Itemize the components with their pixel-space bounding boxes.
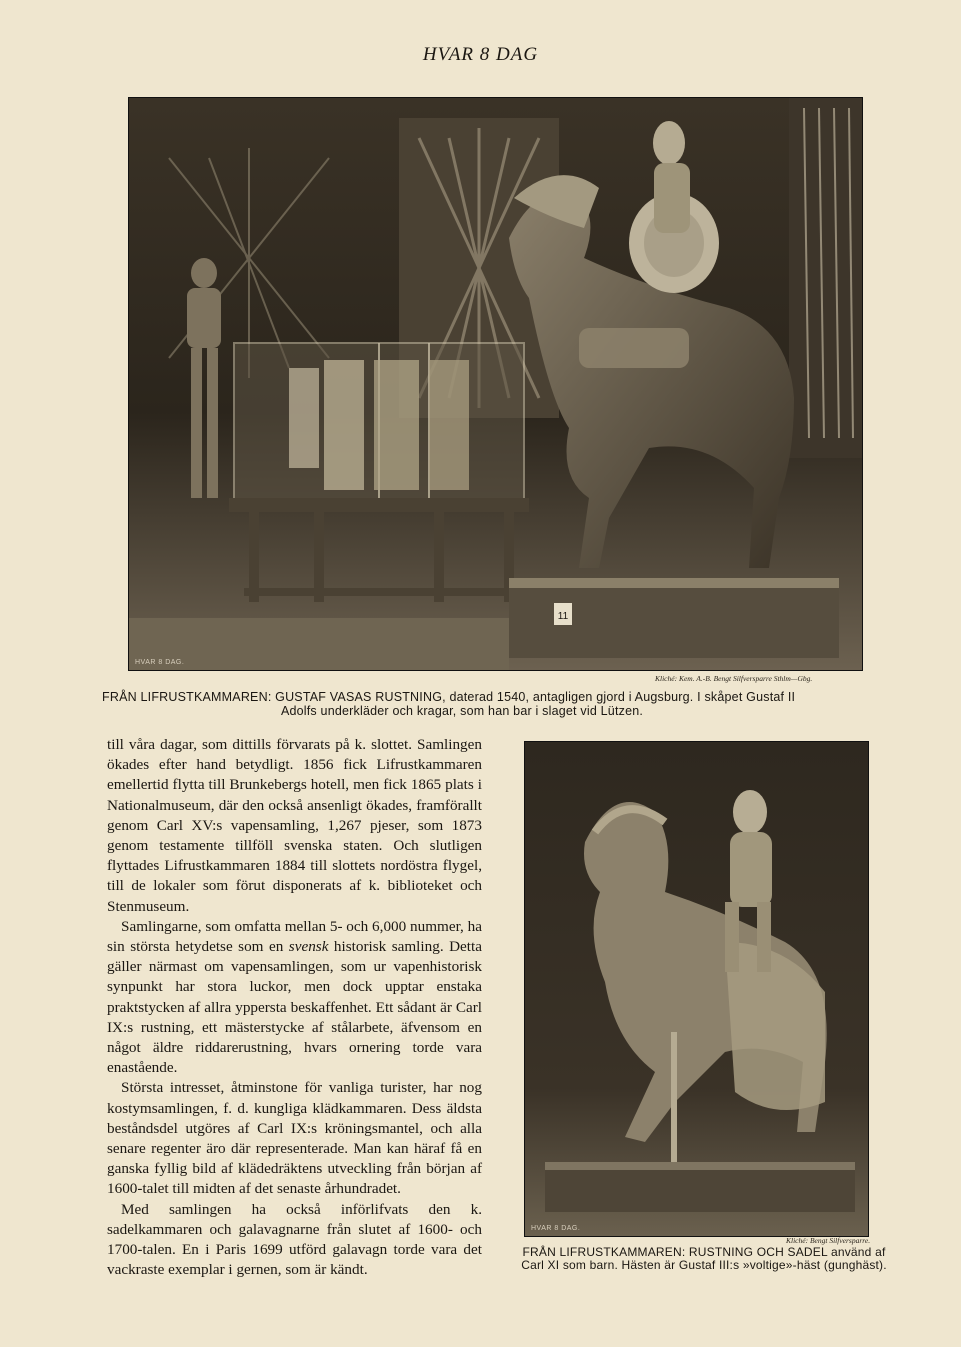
photo-bottom-caption: FRÅN LIFRUSTKAMMAREN: RUSTNING OCH SADEL använd af Carl XI som barn. Hästen är Gustaf III:s »voltige»-häst (gunghäst). bbox=[521, 1245, 887, 1272]
article-paragraph-4: Med samlingen ha också införlifvats den k. sadelkammaren och galavagnarne från slutet af 1600- och 1700-talen. En i Paris 1699 utförd galavagn torde vara det vackraste exemplar i gernen, som är kändt. bbox=[107, 1200, 482, 1279]
page-header: HVAR 8 DAG bbox=[422, 44, 539, 65]
photo-top-credit: Kliché: Kem. A.-B. Bengt Silfversparre Sthlm—Gbg. bbox=[655, 674, 813, 683]
article-paragraph-1: till våra dagar, som dittills förvarats på k. slottet. Samlingen ökades efter hand betydligt. 1856 fick Lifrustkammaren emellertid flytta till Brunkebergs hotell, men fick 1865 plats i Nationalmuseum, där den också ansenligt ökades, framförallt genom Carl XV:s vapensamling, 1,267 pjeser, som 1873 genom testamente tillföll svenska staten. Och slutligen flyttades Lifrustkammaren 1884 till slottets nordöstra flygel, till de lokaler som förut disponerats af k. biblioteket och Stenmuseum. bbox=[107, 736, 482, 915]
photo-gustaf-vasa-armour bbox=[128, 97, 863, 671]
photo-top-caption-line2: Adolfs underkläder och kragar, som han bar i slaget vid Lützen. bbox=[280, 704, 644, 718]
pedestal-number-tag: 11 bbox=[557, 611, 569, 622]
article-body bbox=[107, 735, 482, 1280]
rocking-horse-armour-illustration bbox=[525, 742, 868, 1236]
photo-carl-xi-armour bbox=[524, 741, 869, 1237]
photo-top-caption-line1: FRÅN LIFRUSTKAMMAREN: GUSTAF VASAS RUSTNING, daterad 1540, antagligen gjord i Augsburg. I skåpet Gustaf II bbox=[102, 690, 796, 704]
article-paragraph-2-part2: historisk samling. Detta gäller närmast om vapensamlingen, som ur vapenhistorisk synpunkt har stora luckor, men dock upptar enstaka praktstycken af allra yppersta beskaffenhet. Ett sådant är Carl IX:s rustning, ett mästerstycke af stålarbete, äfvensom en något äldre riddarerustning, hvars ornering torde vara enastående. bbox=[107, 938, 482, 1077]
photo-top-caption bbox=[102, 690, 892, 718]
article-paragraph-2-part1: Samlingarne, som omfatta mellan 5- och 6,000 nummer, ha sin största hetydetse som en bbox=[107, 917, 482, 956]
article-paragraph-2 bbox=[107, 917, 482, 1079]
photo-bottom-credit: Kliché: Bengt Silfversparre. bbox=[786, 1236, 871, 1245]
photo-top-stamp: HVAR 8 DAG. bbox=[135, 659, 185, 666]
article-paragraph-2-emphasis: svensk bbox=[288, 938, 329, 956]
armour-hall-illustration bbox=[129, 98, 862, 670]
photo-bottom-stamp: HVAR 8 DAG. bbox=[531, 1225, 581, 1232]
article-paragraph-3: Största intresset, åtminstone för vanliga turister, har nog kostymsamlingen, f. d. kungliga klädkammaren. Dess äldsta beståndsdel utgöres af Carl IX:s kröningsmantel, och alla senare regenter äro där representerade. Man kan häraf få en ganska fyllig bild af klädedräktens utveckling från början af 1600-talet till midten af det senaste århundradet. bbox=[107, 1079, 482, 1198]
